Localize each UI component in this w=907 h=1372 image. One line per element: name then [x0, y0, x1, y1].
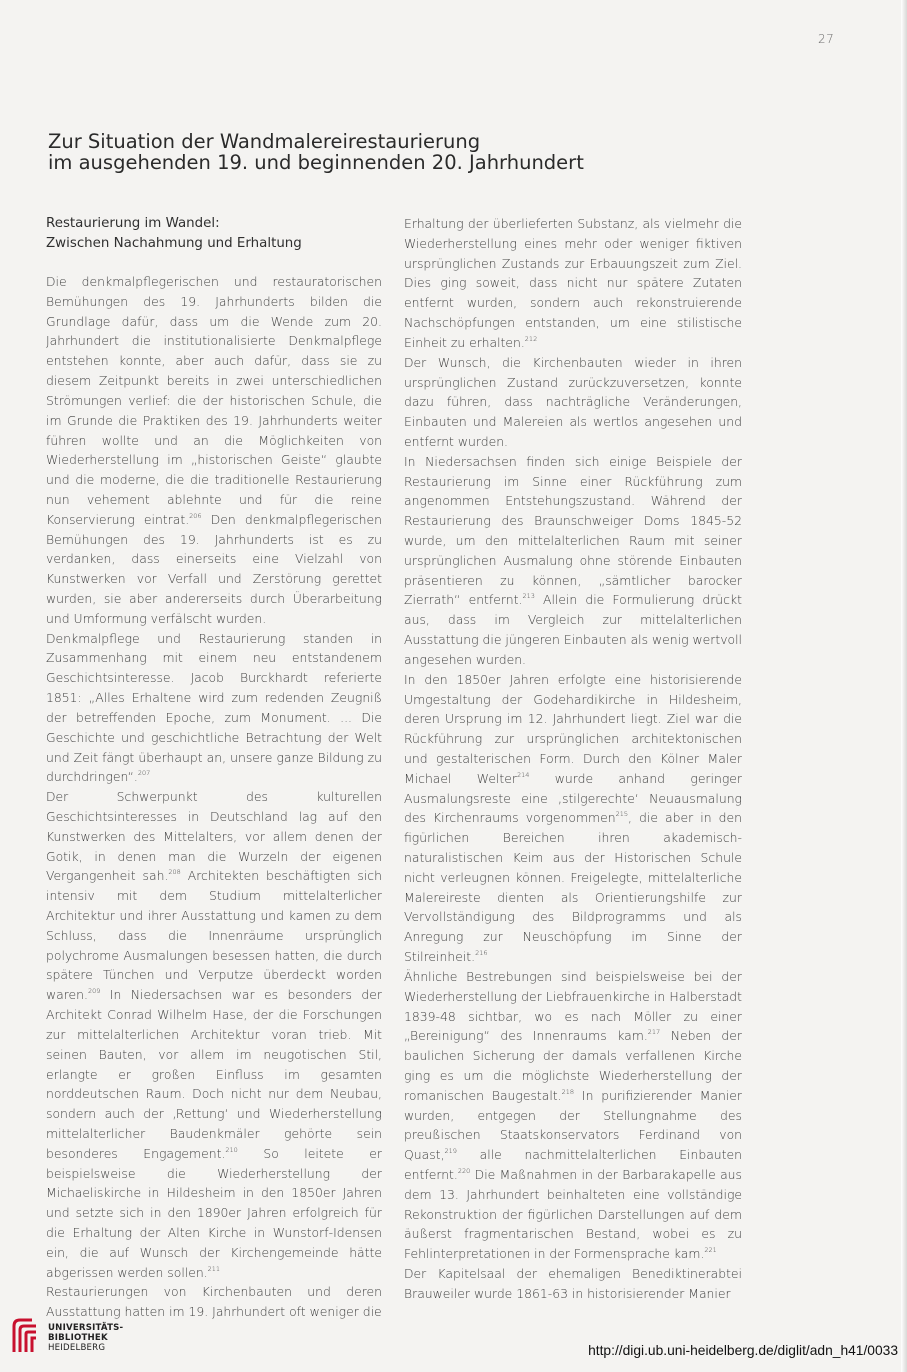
- paragraph-text: Die Maßnahmen in der Barbarakapelle aus dem 13. Jahrhundert beinhalteten eine vollständige Rekonstruktion der figürlichen Darstellungen auf dem äußerst fragmentarischen Bestand, wobei es zu Fehlinterpretationen in der Formensprache kam.: [404, 1167, 742, 1262]
- left-column: [46, 214, 382, 1322]
- library-logo-icon: [10, 1316, 40, 1354]
- footnote-ref[interactable]: 215: [615, 810, 629, 819]
- logo-line-2: BIBLIOTHEK: [48, 1333, 108, 1343]
- page-number: 27: [818, 32, 835, 46]
- paragraph-text: alle nachmittelalterlichen Einbauten entfernt.: [404, 1147, 742, 1182]
- library-logo[interactable]: [10, 1314, 150, 1358]
- footnote-ref[interactable]: 208: [168, 868, 181, 877]
- paragraph: [46, 629, 382, 788]
- paragraph-text: Allein die Formulierung drückt aus, dass im Vergleich zur mittelalterlichen Ausstattung die jüngeren Einbauten als wenig wertvoll angesehen wurden.: [404, 592, 742, 667]
- paragraph-text: In Niedersachsen war es besonders der Architekt Conrad Wilhelm Hase, der die Forschungen zur mittelalterlichen Architektur voran trieb. Mit seinen Bauten, vor allem im neugotischen Stil, erlangte er großen Einfluss im gesamten norddeutschen Raum. Doch nicht nur dem Neubau, sondern auch der ‚Rettung‘ und Wiederherstellung mittelalterlicher Baudenkmäler gehörte sein besonderes Engagement.: [46, 987, 382, 1161]
- paragraph-text: Erhaltung der überlieferten Substanz, als vielmehr die Wiederherstellung eines mehr oder weniger fiktiven ursprünglichen Zustands zur Erbauungszeit zum Ziel. Dies ging soweit, dass nicht nur spätere Zutaten entfernt wurden, sondern auch rekonstruierende Nachschöpfungen entstanden, um eine stilistische Einheit zu erhalten.: [404, 216, 742, 350]
- footnote-ref[interactable]: 212: [524, 334, 538, 343]
- chapter-title-line-2: im ausgehenden 19. und beginnenden 20. Jahrhundert: [48, 151, 584, 174]
- footnote-ref[interactable]: 219: [444, 1147, 457, 1156]
- library-logo-text: [48, 1323, 123, 1353]
- paragraph-text: Neben der baulichen Sicherung der damals verfallenen Kirche ging es um die möglichste Wiederherstellung der romanischen Baugestalt.: [404, 1028, 742, 1103]
- paragraph: [46, 787, 382, 1282]
- paragraph-text: Der Schwerpunkt des kulturellen Geschichtsinteresses in Deutschland lag auf den Kunstwerken des Mittelalters, vor allem denen der Gotik, in denen man die Wurzeln der eigenen Vergangenheit sah.: [46, 789, 382, 884]
- footnote-ref[interactable]: 206: [189, 511, 202, 520]
- paragraph: Der Kapitelsaal der ehemaligen Benediktinerabtei Brauweiler wurde 1861-63 in historisierender Manier: [404, 1266, 742, 1301]
- paragraph: [46, 272, 382, 629]
- chapter-title-line-1: Zur Situation der Wandmalereirestaurierung: [48, 130, 481, 153]
- section-heading-line-2: Zwischen Nachahmung und Erhaltung: [46, 236, 302, 251]
- logo-line-1: UNIVERSITÄTS-: [48, 1323, 124, 1333]
- paragraph-text: wurde anhand geringer Ausmalungsreste eine ‚stilgerechte‘ Neuausmalung des Kirchenraums vorgenommen: [404, 770, 742, 826]
- paragraph: [404, 452, 742, 670]
- footnote-ref[interactable]: 216: [475, 949, 488, 958]
- footnote-ref[interactable]: 207: [137, 769, 151, 778]
- paragraph: Der Wunsch, die Kirchenbauten wieder in ihren ursprünglichen Zustand zurückzuversetzen, konnte dazu führen, dass nachträgliche Veränderungen, Einbauten und Malereien als wertlos angesehen und entfernt wurden.: [404, 354, 742, 449]
- paragraph-text: Ähnliche Bestrebungen sind beispielsweise bei der Wiederherstellung der Liebfrauenkirche in Halberstadt 1839-48 sichtbar, wo es nach Möller zu einer „Bereinigung“ des Innenraums kam.: [404, 968, 742, 1044]
- paragraph: [404, 214, 742, 353]
- footnote-ref[interactable]: 210: [225, 1145, 238, 1154]
- paragraph-text: Architekten beschäftigten sich intensiv mit dem Studium mittelalterlicher Architektur und ihrer Ausstattung und kamen zu dem Schluss, dass die Innenräume ursprünglich polychrome Ausmalungen besessen hatten, die durch spätere Tünchen und Verputze überdeckt worden waren.: [46, 868, 382, 1003]
- paragraph: Restaurierungen von Kirchenbauten und deren Ausstattung hatten im 19. Jahrhundert oft weniger die: [46, 1284, 382, 1320]
- paragraph-text: In purifizierender Manier wurden, entgegen der Stellungnahme des preußischen Staatskonservators Ferdinand von Quast,: [404, 1087, 742, 1163]
- paragraph-text: So leitete er beispielsweise die Wiederherstellung der Michaeliskirche in Hildesheim in den 1850er Jahren und setzte sich in den 1890er Jahren erfolgreich für die Erhaltung der Alten Kirche in Wunstorf-Idensen ein, die auf Wunsch der Kirchengemeinde hätte abgerissen werden sollen.: [46, 1145, 382, 1280]
- page-edge: [901, 0, 907, 1372]
- footnote-ref[interactable]: 214: [516, 770, 530, 779]
- footnote-ref[interactable]: 218: [561, 1087, 575, 1096]
- paragraph-text: In Niedersachsen finden sich einige Beispiele der Restaurierung im Sinne einer Rückführung zum angenommen Entstehungszustand. Während der Restaurierung des Braunschweiger Doms 1845-52 wurde, um den mittelalterlichen Raum mit seiner ursprünglichen Ausmalung ohne störende Einbauten präsentieren zu können, „sämtlicher barocker Zierrath“ entfernt.: [404, 453, 742, 608]
- paragraph-text: Denkmalpflege und Restaurierung standen in Zusammenhang mit einem neu entstandenem Geschichtsinteresse. Jacob Burckhardt referierte 1851: „Alles Erhaltene wird zum redenden Zeugniß der betreffenden Epoche, zum Monument. ... Die Geschichte und geschichtliche Betrachtung der Welt und Zeit fängt überhaupt an, unsere ganze Bildung zu durchdringen“.: [46, 630, 382, 785]
- footnote-ref[interactable]: 217: [647, 1028, 661, 1037]
- paragraph-text: In den 1850er Jahren erfolgte eine historisierende Umgestaltung der Godehardikirche in Hildesheim, deren Ursprung im 12. Jahrhundert liegt. Ziel war die Rückführung zur ursprünglichen architektonischen und gestalterischen Form. Durch den Kölner Maler Michael Welter: [404, 671, 742, 786]
- paragraph-text: Die denkmalpflegerischen und restauratorischen Bemühungen des 19. Jahrhunderts bilden die Grundlage dafür, dass um die Wende zum 20. Jahrhundert die institutionalisierte Denkmalpflege entstehen konnte, aber auch dafür, dass sie zu diesem Zeitpunkt bereits in zwei unterschiedlichen Strömungen verlief: die der historischen Schule, die im Grunde die Praktiken des 19. Jahrhunderts weiter führen wollte und an die Möglichkeiten von Wiederherstellung im „historischen Geiste“ glaubte und die moderne, die die traditionelle Restaurierung nun vehement ablehnte und für die reine Konservierung eintrat.: [46, 274, 382, 527]
- section-heading: [46, 214, 382, 254]
- footnote-ref[interactable]: 209: [87, 987, 101, 996]
- paragraph: [404, 670, 742, 967]
- footnote-ref[interactable]: 211: [207, 1264, 221, 1273]
- paragraph: [404, 967, 742, 1264]
- footnote-ref[interactable]: 213: [522, 592, 535, 601]
- footnote-ref[interactable]: 220: [457, 1167, 471, 1175]
- logo-line-3: HEIDELBERG: [48, 1343, 106, 1353]
- footnote-ref[interactable]: 221: [704, 1246, 717, 1255]
- paragraph-text: Den denkmalpflegerischen Bemühungen des 19. Jahrhunderts ist es zu verdanken, dass einerseits eine Vielzahl von Kunstwerken vor Verfall und Zerstörung gerettet wurden, sie aber andererseits durch Überarbeitung und Umformung verfälscht wurden.: [46, 511, 382, 626]
- section-heading-line-1: Restaurierung im Wandel:: [46, 216, 220, 231]
- paragraph-text: , die aber in den figürlichen Bereichen ihren akademisch-naturalistischen Keim aus der Historischen Schule nicht verleugnen können. Freigelegte, mittelalterliche Malereireste dienten als Orientierungshilfe zur Vervollständigung des Bildprogramms und als Anregung zur Neuschöpfung im Sinne der Stilreinheit.: [404, 810, 742, 965]
- source-url-link[interactable]: http://digi.ub.uni-heidelberg.de/diglit/adn_h41/0033: [588, 1343, 898, 1358]
- chapter-title: [48, 131, 688, 173]
- right-column: [404, 214, 742, 1304]
